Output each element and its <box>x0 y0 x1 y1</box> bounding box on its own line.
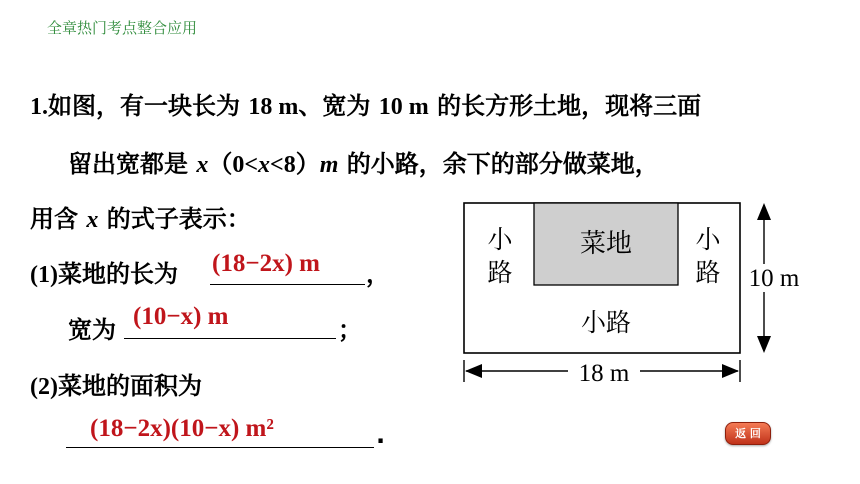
period: . <box>376 421 386 449</box>
answer-area: (18−2x)(10−x) m² <box>90 415 274 442</box>
variable-x: x <box>258 152 271 178</box>
back-button[interactable]: 返 回 <box>725 422 771 445</box>
problem-line-1 <box>30 86 701 121</box>
answer-area-blank <box>66 447 374 448</box>
path-bottom-label: 小路 <box>580 308 632 337</box>
question-1-label: (1) <box>30 262 58 288</box>
width-value: 10 m <box>378 94 429 120</box>
height-arrow-top <box>757 203 771 220</box>
problem-text-1a: 如图，有一块长为 <box>48 92 249 120</box>
condition-mid: <8） <box>270 152 320 178</box>
field-diagram <box>460 196 810 396</box>
path-right-label-1: 小 <box>695 225 721 254</box>
question-1-text: 菜地的长为 <box>57 260 178 288</box>
comma: ， <box>366 260 390 288</box>
question-1 <box>30 254 178 289</box>
condition-open: （0< <box>208 152 259 178</box>
question-1-width-text: 宽为 <box>68 316 116 344</box>
problem-text-3a: 用含 <box>30 205 87 233</box>
path-left-label-1: 小 <box>487 225 513 254</box>
answer-length: (18−2x) m <box>212 250 320 277</box>
width-arrow-left <box>465 364 482 378</box>
path-right-label-2: 路 <box>695 258 721 287</box>
variable-x: x <box>196 152 209 178</box>
height-label: 10 m <box>748 265 800 292</box>
path-left-label-2: 路 <box>487 258 513 287</box>
problem-line-2 <box>68 144 659 179</box>
problem-line-3 <box>30 199 251 234</box>
height-arrow-bottom <box>757 336 771 353</box>
problem-text-1b: 、宽为 <box>298 92 379 120</box>
problem-text-2b: 的小路，余下的部分做菜地， <box>338 150 659 178</box>
length-value: 18 m <box>248 94 299 120</box>
semicolon: ； <box>338 316 362 344</box>
variable-x: x <box>86 207 99 233</box>
question-2-label: (2) <box>30 374 58 400</box>
unit-m: m <box>319 152 339 178</box>
section-title: 全章热门考点整合应用 <box>47 19 198 37</box>
width-arrow-right <box>722 364 739 378</box>
problem-text-3b: 的式子表示： <box>98 205 251 233</box>
answer-width: (10−x) m <box>133 303 229 330</box>
problem-text-2a: 留出宽都是 <box>68 150 197 178</box>
problem-number: 1. <box>30 94 48 120</box>
answer-width-blank <box>124 338 336 339</box>
width-label: 18 m <box>578 360 630 387</box>
answer-length-blank <box>210 284 365 285</box>
field-label: 菜地 <box>579 229 633 259</box>
question-2 <box>30 366 202 401</box>
problem-text-1c: 的长方形土地，现将三面 <box>428 92 702 120</box>
question-2-text: 菜地的面积为 <box>57 372 202 400</box>
